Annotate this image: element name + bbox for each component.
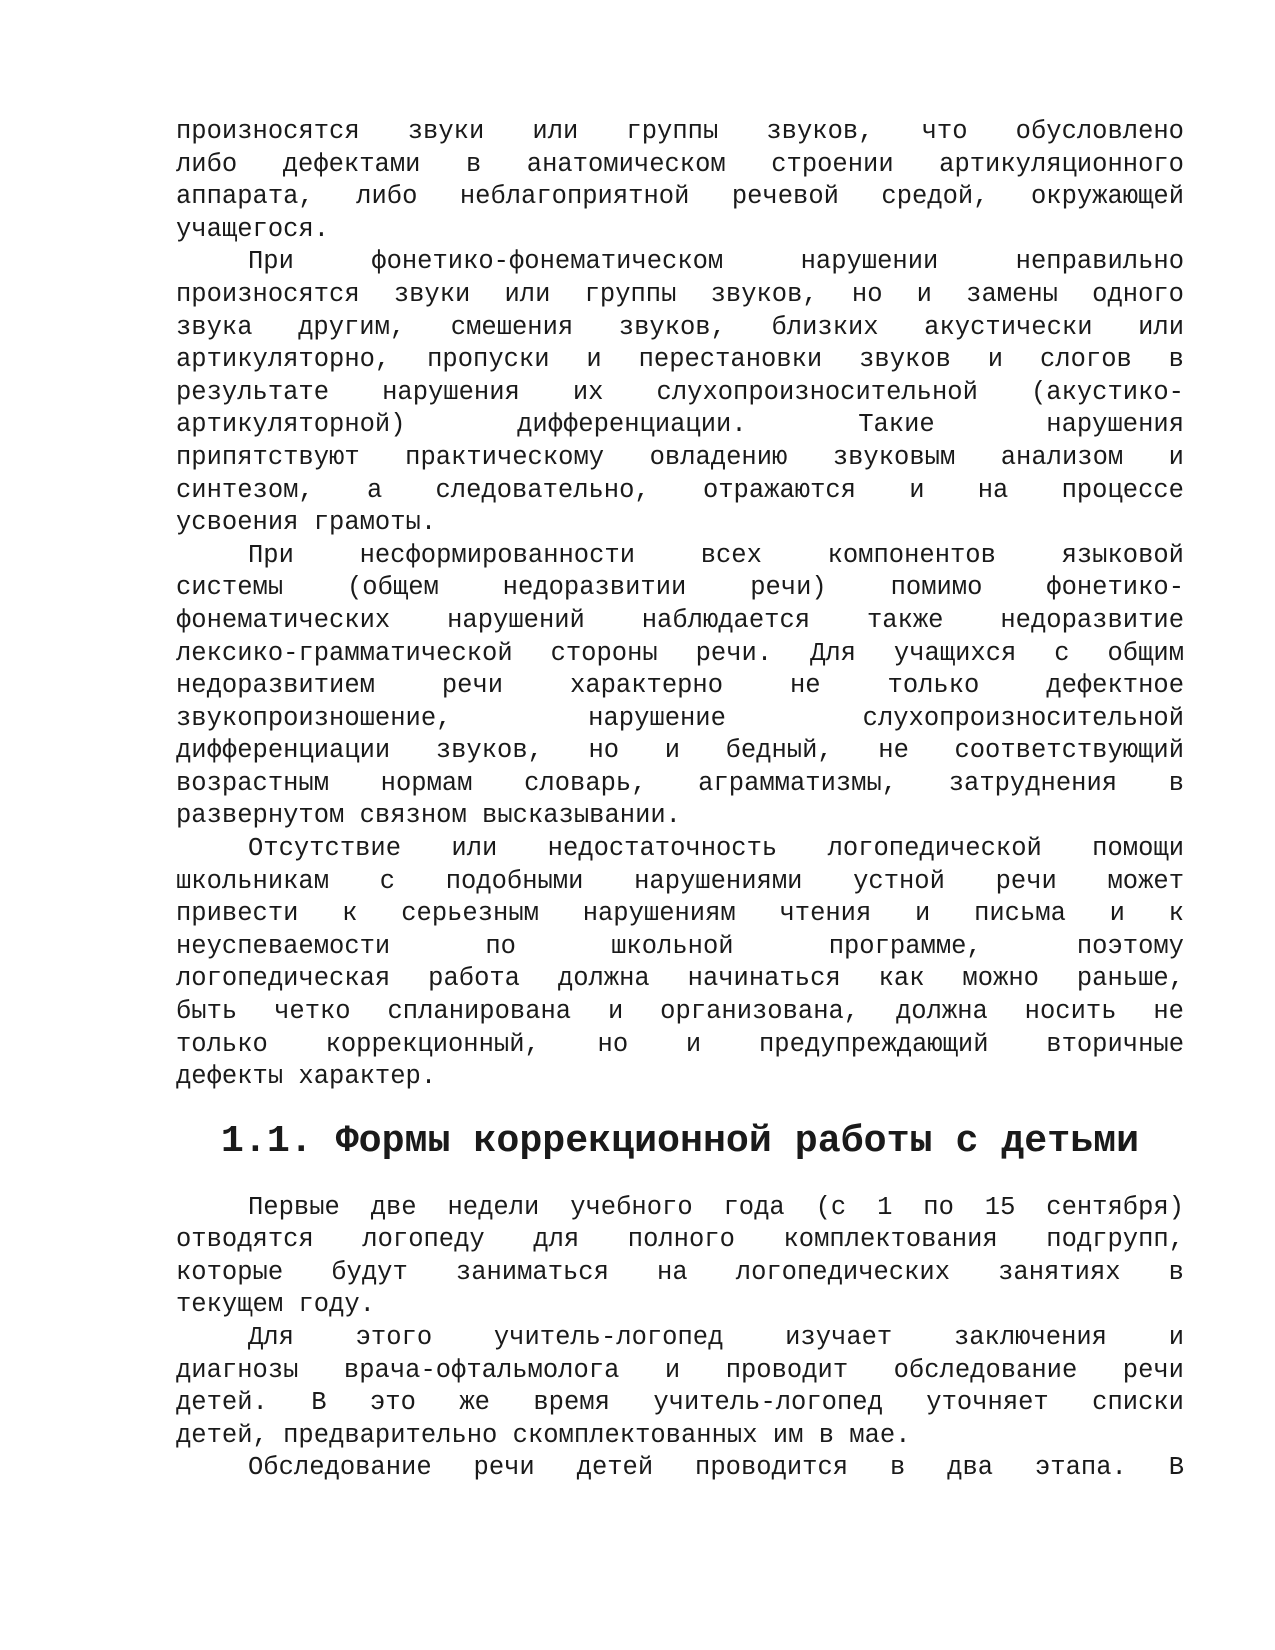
text-line: только коррекционный, но и предупреждающий вторичные <box>176 1029 1184 1059</box>
paragraph <box>176 833 1184 1094</box>
text-line: Обследование речи детей проводится в два этапа. В <box>248 1453 1184 1483</box>
text-line: диагнозы врача-офтальмолога и проводит обследование речи <box>176 1355 1184 1385</box>
text-line: либо дефектами в анатомическом строении артикуляционного <box>176 149 1184 179</box>
text-line: лексико-грамматической стороны речи. Для учащихся с общим <box>176 638 1184 668</box>
spacer <box>176 1159 1184 1192</box>
paragraph <box>176 1192 1184 1322</box>
body-text-before-heading <box>176 116 1184 1094</box>
text-line: быть четко спланирована и организована, должна носить не <box>176 997 1184 1027</box>
body-text-after-heading <box>176 1192 1184 1485</box>
text-line: аппарата, либо неблагоприятной речевой средой, окружающей <box>176 182 1184 212</box>
paragraph <box>176 540 1184 833</box>
document-page <box>176 116 1184 1485</box>
text-line: которые будут заниматься на логопедических занятиях в <box>176 1257 1184 1287</box>
text-line: отводятся логопеду для полного комплектования подгрупп, <box>176 1225 1184 1255</box>
text-line: привести к серьезным нарушениям чтения и письма и к <box>176 899 1184 929</box>
text-line: звука другим, смешения звуков, близких акустически или <box>176 312 1184 342</box>
text-line: дифференциации звуков, но и бедный, не соответствующий <box>176 736 1184 766</box>
text-line: произносятся звуки или группы звуков, но и замены одного <box>176 279 1184 309</box>
section-heading: 1.1. Формы коррекционной работы с детьми <box>220 1120 1140 1164</box>
text-line: Для этого учитель-логопед изучает заключения и <box>248 1322 1184 1352</box>
text-line: недоразвитием речи характерно не только дефектное <box>176 671 1184 701</box>
text-line: детей. В это же время учитель-логопед уточняет списки <box>176 1388 1184 1418</box>
paragraph <box>176 1452 1184 1485</box>
text-line: Отсутствие или недостаточность логопедической помощи <box>248 834 1184 864</box>
text-line: текущем году. <box>176 1290 375 1320</box>
text-line: системы (общем недоразвитии речи) помимо фонетико- <box>176 573 1184 603</box>
text-line: артикуляторно, пропуски и перестановки звуков и слогов в <box>176 345 1184 375</box>
text-line: припятствуют практическому овладению звуковым анализом и <box>176 442 1184 472</box>
text-line: Первые две недели учебного года (с 1 по 15 сентября) <box>248 1192 1184 1222</box>
text-line: результате нарушения их слухопроизносительной (акустико- <box>176 377 1184 407</box>
text-line: дефекты характер. <box>176 1062 437 1092</box>
text-line: неуспеваемости по школьной программе, поэтому <box>176 931 1184 961</box>
paragraph <box>176 246 1184 539</box>
text-line: детей, предварительно скомплектованных им в мае. <box>176 1420 911 1450</box>
text-line: звукопроизношение, нарушение слухопроизносительной <box>176 703 1184 733</box>
paragraph <box>176 116 1184 246</box>
text-line: При несформированности всех компонентов языковой <box>248 540 1184 570</box>
text-line: возрастным нормам словарь, аграмматизмы, затруднения в <box>176 768 1184 798</box>
text-line: артикуляторной) дифференциации. Такие нарушения <box>176 410 1184 440</box>
text-line: школьникам с подобными нарушениями устной речи может <box>176 866 1184 896</box>
text-line: логопедическая работа должна начинаться как можно раньше, <box>176 964 1184 994</box>
text-line: усвоения грамоты. <box>176 508 437 538</box>
text-line: учащегося. <box>176 214 330 244</box>
paragraph <box>176 1322 1184 1452</box>
text-line: При фонетико-фонематическом нарушении неправильно <box>248 247 1184 277</box>
text-line: синтезом, а следовательно, отражаются и на процессе <box>176 475 1184 505</box>
text-line: фонематических нарушений наблюдается также недоразвитие <box>176 605 1184 635</box>
text-line: произносятся звуки или группы звуков, что обусловлено <box>176 117 1184 146</box>
text-line: развернутом связном высказывании. <box>176 801 681 831</box>
